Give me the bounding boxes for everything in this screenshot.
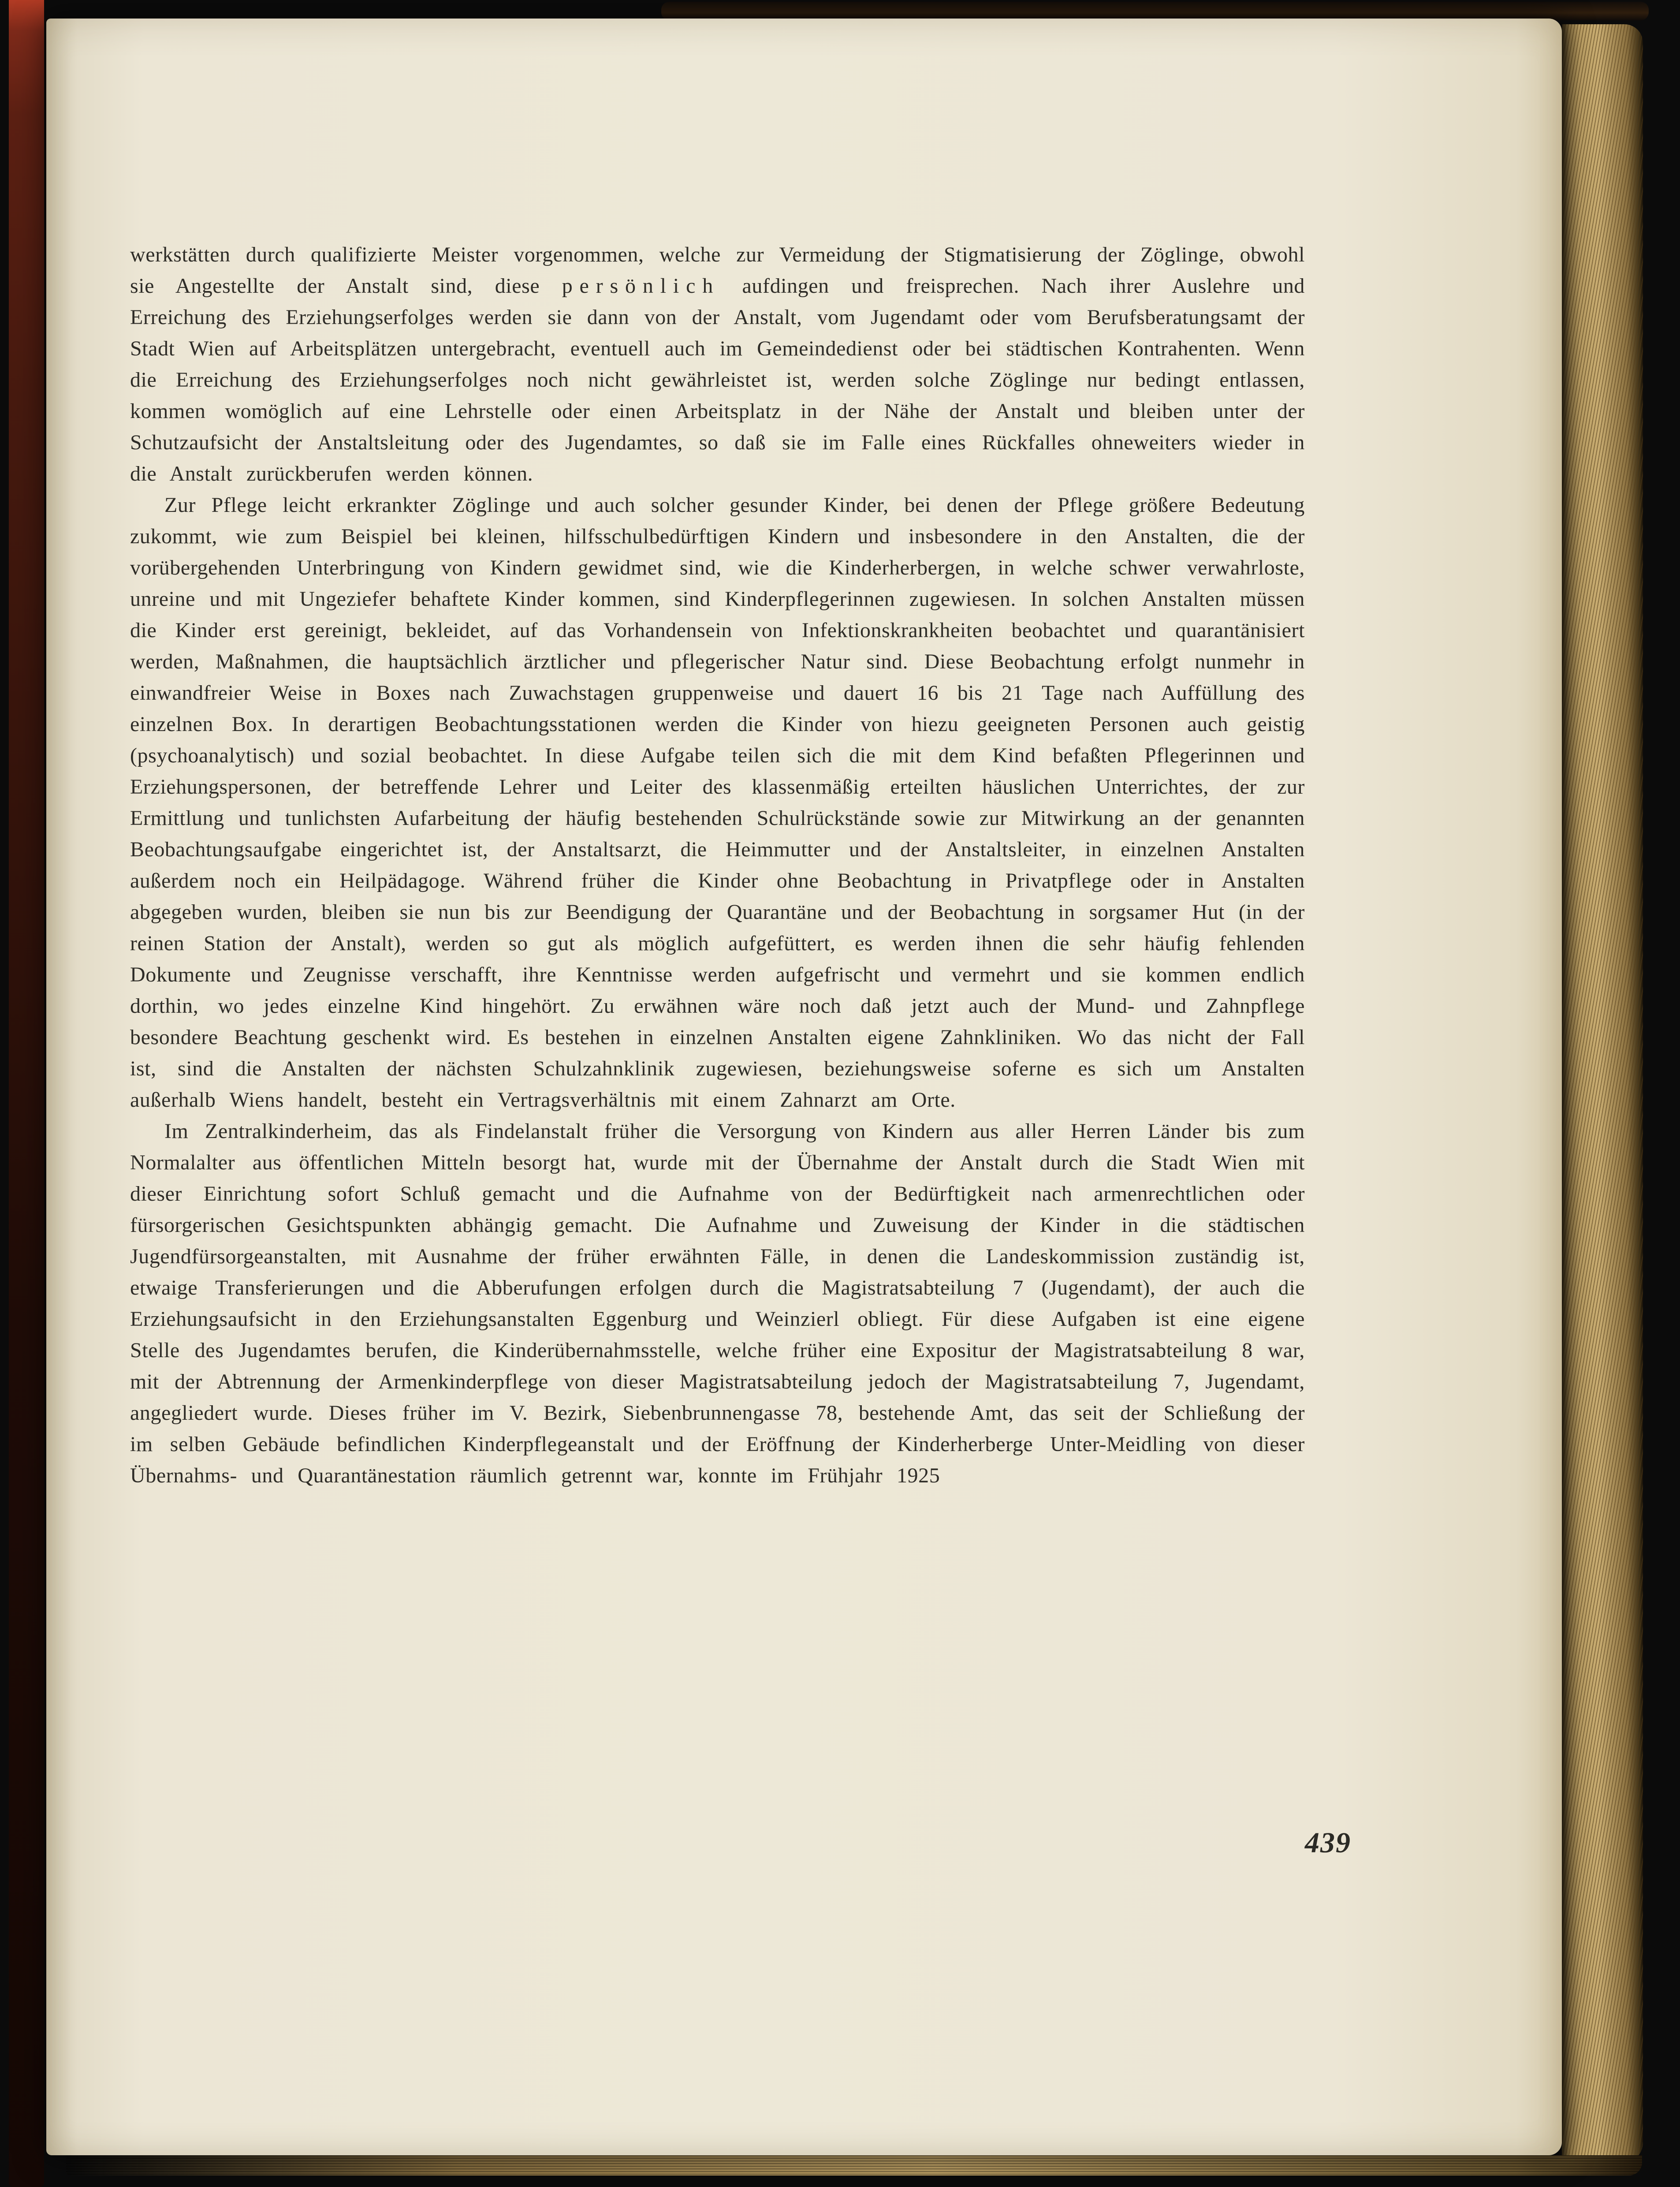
emphasized-word: persönlich — [562, 274, 720, 298]
paragraph-text: werkstätten durch qualifizierte Meister vorgenommen, welche zur Vermeidung der Stigmatisierung der Zöglinge, obwohl sie Angestellte der Anstalt sind, diese — [130, 243, 1305, 298]
paragraph-text: aufdingen und freisprechen. Nach ihrer Auslehre und Erreichung des Erziehungserfolges werden sie dann von der Anstalt, vom Jugendamt oder vom Berufsberatungsamt der Stadt Wien auf Arbeitsplätzen untergebracht, eventuell auch im Gemeindedienst oder bei städtischen Kontrahenten. Wenn die Erreichung des Erziehungserfolges noch nicht gewährleistet ist, werden solche Zöglinge nur bedingt entlassen, kommen womöglich auf eine Lehrstelle oder einen Arbeitsplatz in der Nähe der Anstalt und bleiben unter der Schutzaufsicht der Anstaltsleitung oder des Jugendamtes, so daß sie im Falle eines Rückfalles ohneweiters wieder in die Anstalt zurückberufen werden können. — [130, 274, 1305, 485]
book-cover-top-edge — [661, 2, 1649, 20]
page-edge-stack-bottom — [66, 2155, 1642, 2176]
page-edge-stack-right — [1562, 24, 1643, 2164]
paragraph: Im Zentralkinderheim, das als Findelanstalt früher die Versorgung von Kindern aus aller Herren Länder bis zum Normalalter aus öffentlichen Mitteln besorgt hat, wurde mit der Übernahme der Anstalt durch die Stadt Wien mit dieser Einrichtung sofort Schluß gemacht und die Aufnahme von der Bedürftigkeit nach armenrechtlichen oder fürsorgerischen Gesichtspunkten abhängig gemacht. Die Aufnahme und Zuweisung der Kinder in die städtischen Jugendfürsorgeanstalten, mit Ausnahme der früher erwähnten Fälle, in denen die Landeskommission zuständig ist, etwaige Transferierungen und die Abberufungen erfolgen durch die Magistratsabteilung 7 (Jugendamt), der auch die Erziehungsaufsicht in den Erziehungsanstalten Eggenburg und Weinzierl obliegt. Für diese Aufgaben ist eine eigene Stelle des Jugendamtes berufen, die Kinderübernahmsstelle, welche früher eine Expositur der Magistratsabteilung 8 war, mit der Abtrennung der Armenkinderpflege von dieser Magistratsabteilung jedoch der Magistratsabteilung 7, Jugendamt, angegliedert wurde. Dieses früher im V. Bezirk, Siebenbrunnengasse 78, bestehende Amt, das seit der Schließung der im selben Gebäude befindlichen Kinderpflegeanstalt und der Eröffnung der Kinderherberge Unter-Meidling von dieser Übernahms- und Quarantänestation räumlich getrennt war, konnte im Frühjahr 1925 — [130, 1120, 1305, 1487]
page-number: 439 — [1305, 1827, 1351, 1859]
page-text — [130, 239, 1305, 1491]
book-spine — [9, 0, 44, 2187]
paragraph-continued — [130, 239, 1305, 489]
paragraph: Zur Pflege leicht erkrankter Zöglinge und auch solcher gesunder Kinder, bei denen der Pflege größere Bedeutung zukommt, wie zum Beispiel bei kleinen, hilfsschulbedürftigen Kindern und insbesondere in den Anstalten, die der vorübergehenden Unterbringung von Kindern gewidmet sind, wie die Kinderherbergen, in welche schwer verwahrloste, unreine und mit Ungeziefer behaftete Kinder kommen, sind Kinderpflegerinnen zugewiesen. In solchen Anstalten müssen die Kinder erst gereinigt, bekleidet, auf das Vorhandensein von Infektionskrankheiten beobachtet und quarantänisiert werden, Maßnahmen, die hauptsächlich ärztlicher und pflegerischer Natur sind. Diese Beobachtung erfolgt nunmehr in einwandfreier Weise in Boxes nach Zuwachstagen gruppenweise und dauert 16 bis 21 Tage nach Auffüllung des einzelnen Box. In derartigen Beobachtungsstationen werden die Kinder von hiezu geeigneten Personen auch geistig (psychoanalytisch) und sozial beobachtet. In diese Aufgabe teilen sich die mit dem Kind befaßten Pflegerinnen und Erziehungspersonen, der betreffende Lehrer und Leiter des klassenmäßig erteilten häuslichen Unterrichtes, der zur Ermittlung und tunlichsten Aufarbeitung der häufig bestehenden Schulrückstände sowie zur Mitwirkung an der genannten Beobachtungsaufgabe eingerichtet ist, der Anstaltsarzt, die Heimmutter und der Anstaltsleiter, in einzelnen Anstalten außerdem noch ein Heilpädagoge. Während früher die Kinder ohne Beobachtung in Privatpflege oder in Anstalten abgegeben wurden, bleiben sie nun bis zur Beendigung der Quarantäne und der Beobachtung in sorgsamer Hut (in der reinen Station der Anstalt), werden so gut als möglich aufgefüttert, es werden ihnen die sehr häufig fehlenden Dokumente und Zeugnisse verschafft, ihre Kenntnisse werden aufgefrischt und vermehrt und sie kommen endlich dorthin, wo jedes einzelne Kind hingehört. Zu erwähnen wäre noch daß jetzt auch der Mund- und Zahnpflege besondere Beachtung geschenkt wird. Es bestehen in einzelnen Anstalten eigene Zahnkliniken. Wo das nicht der Fall ist, sind die Anstalten der nächsten Schulzahnklinik zugewiesen, beziehungsweise soferne es sich um Anstalten außerhalb Wiens handelt, besteht ein Vertragsverhältnis mit einem Zahnarzt am Orte. — [130, 493, 1305, 1112]
book-page — [46, 19, 1562, 2155]
